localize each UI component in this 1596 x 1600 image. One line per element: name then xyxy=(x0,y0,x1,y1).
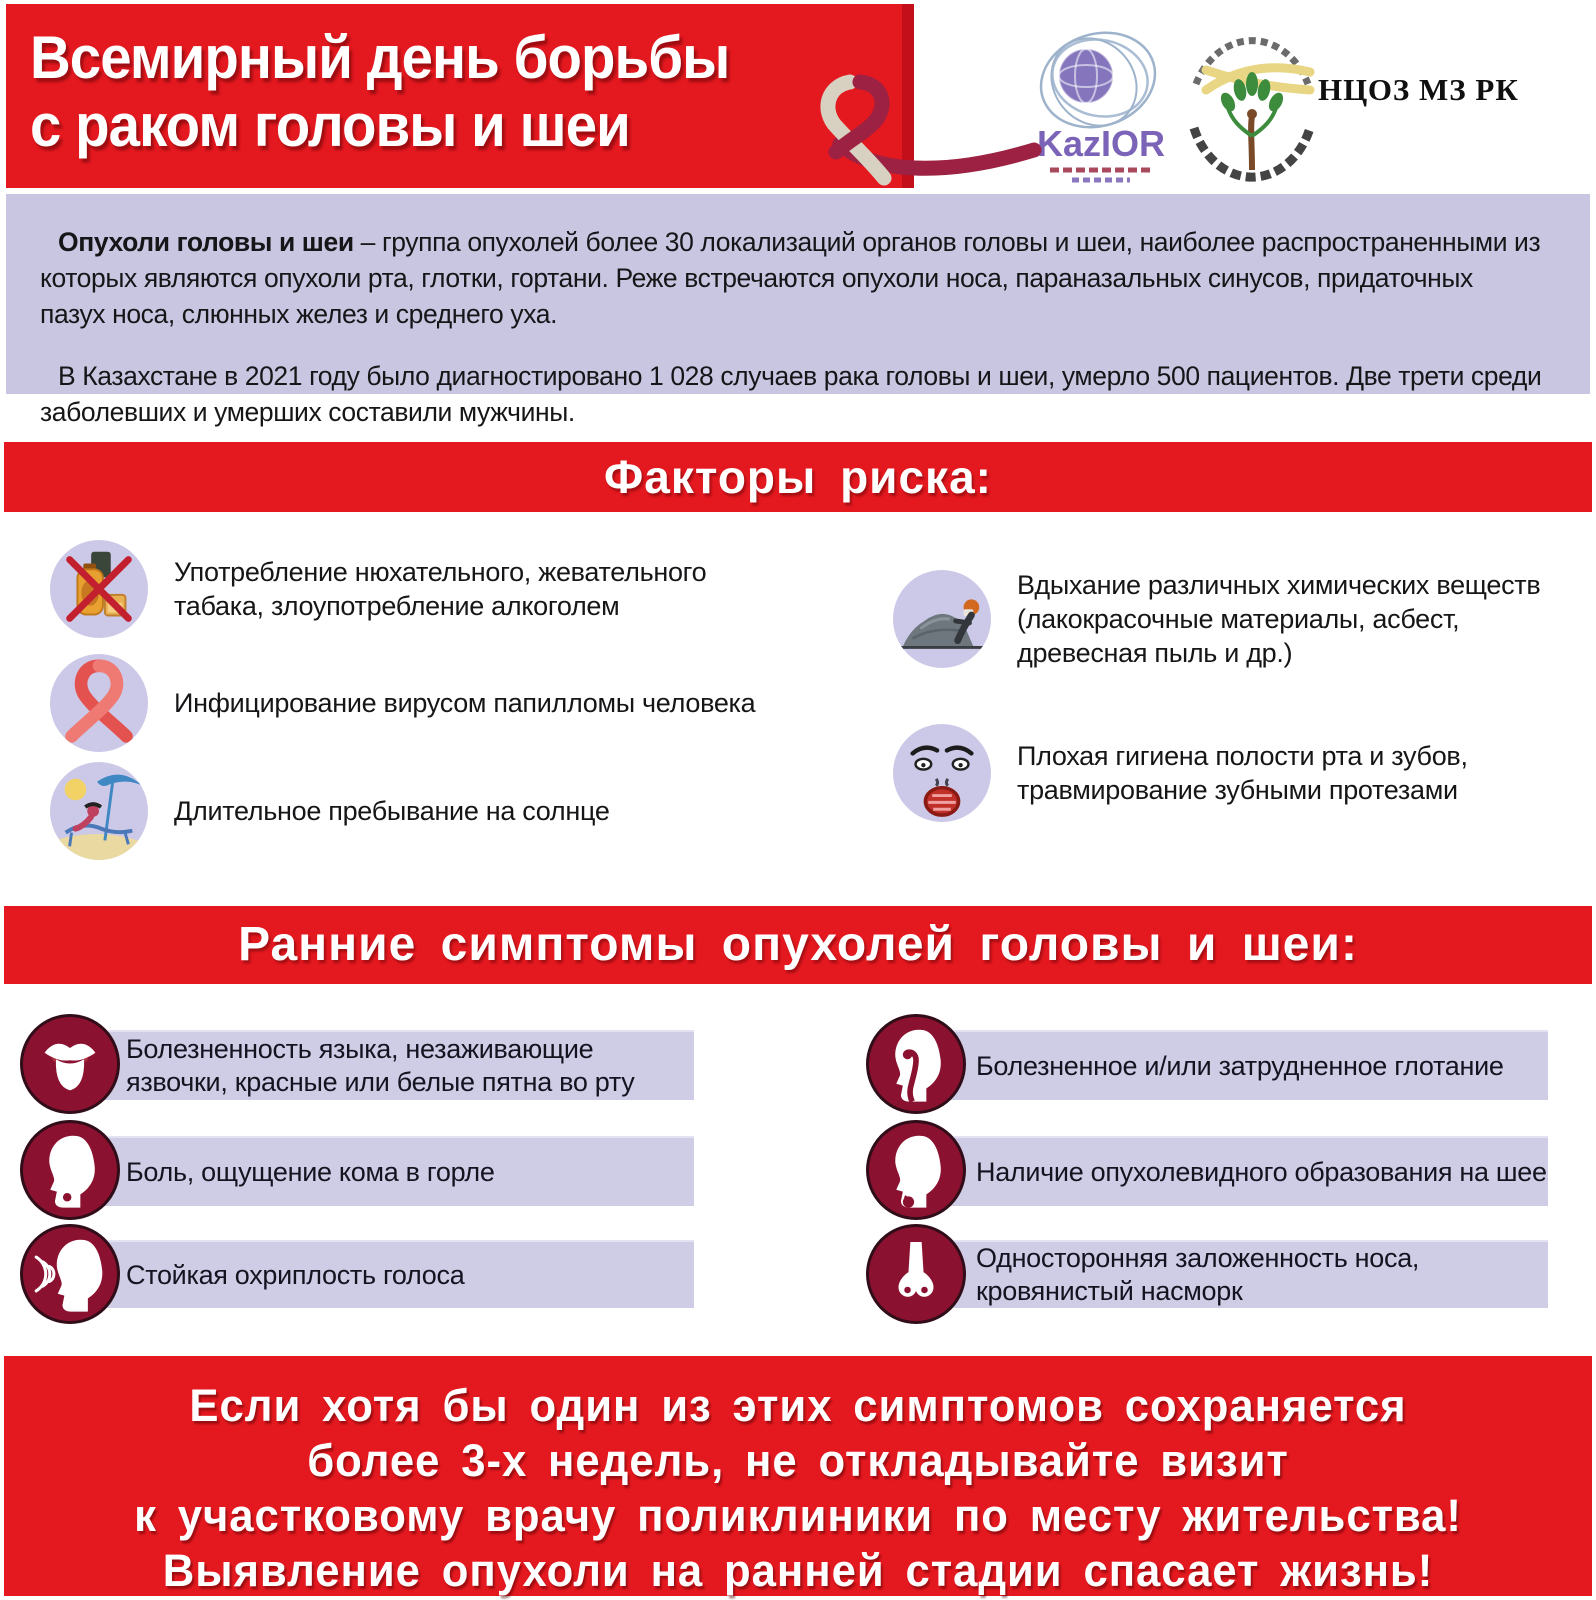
symptom-item xyxy=(916,1136,1548,1206)
risk-factors-band-title: Факторы риска: xyxy=(4,442,1592,512)
symptom-text: Боль, ощущение кома в горле xyxy=(126,1156,495,1187)
org-abbrev-label: НЦОЗ МЗ РК xyxy=(1318,72,1519,107)
symptom-text: Односторонняя заложенность носа, кровянистый насморк xyxy=(976,1243,1420,1306)
risk-factor-item xyxy=(893,568,1543,670)
symptom-item xyxy=(916,1240,1548,1308)
symptom-item xyxy=(66,1136,694,1206)
oral-hygiene-icon xyxy=(893,724,991,822)
symptoms-band-title: Ранние симптомы опухолей головы и шеи: xyxy=(4,906,1592,984)
awareness-ribbon-icon xyxy=(772,74,1054,196)
symptom-text: Болезненность языка, незаживающие язвочки, красные или белые пятна во рту xyxy=(126,1034,635,1097)
footer-line: Если хотя бы один из этих симптомов сохраняется xyxy=(189,1380,1407,1431)
symptom-item xyxy=(66,1030,694,1100)
hoarse-voice-icon xyxy=(20,1224,120,1324)
risk-factor-item xyxy=(50,762,750,860)
symptom-text: Наличие опухолевидного образования на шее xyxy=(976,1156,1547,1187)
risk-factor-text: Инфицирование вирусом папилломы человека xyxy=(174,688,756,718)
intro-paragraph-1 xyxy=(40,224,1544,332)
svg-text:KazIOR: KazIOR xyxy=(1036,123,1166,164)
chemical-dust-icon xyxy=(893,570,991,668)
risk-factor-text: Плохая гигиена полости рта и зубов, травмирование зубными протезами xyxy=(1017,741,1468,805)
throat-lump-icon xyxy=(20,1120,120,1220)
footer-line: Выявление опухоли на ранней стадии спасает жизнь! xyxy=(162,1545,1434,1596)
intro-lead: Опухоли головы и шеи xyxy=(58,227,354,257)
risk-factor-item xyxy=(50,540,790,638)
symptom-item xyxy=(916,1030,1548,1100)
footer-line: к участковому врачу поликлиники по месту жительства! xyxy=(134,1490,1462,1541)
neck-mass-icon xyxy=(866,1120,966,1220)
risk-factor-item xyxy=(50,654,790,752)
hpv-ribbon-icon xyxy=(50,654,148,752)
symptom-text: Стойкая охриплость голоса xyxy=(126,1259,465,1290)
intro-rest: – группа опухолей более 30 локализаций органов головы и шеи, наиболее распространенными из которых являются опухоли рта, глотки, гортани. Реже встречаются опухоли носа, параназальных синусов, придаточных пазух носа, слюнных желез и среднего уха. xyxy=(40,227,1541,329)
nose-congestion-icon xyxy=(866,1224,966,1324)
page-title xyxy=(30,24,729,160)
risk-factor-text: Употребление нюхательного, жевательного табака, злоупотребление алкоголем xyxy=(174,557,707,621)
footer-line: более 3-х недель, не откладывайте визит xyxy=(307,1435,1289,1486)
symptom-item xyxy=(66,1240,694,1308)
risk-factor-text: Длительное пребывание на солнце xyxy=(174,796,610,826)
page-title-line2: с раком головы и шеи xyxy=(30,92,630,159)
tree-logo xyxy=(1182,24,1322,192)
risk-factor-item xyxy=(893,724,1553,822)
no-tobacco-alcohol-icon xyxy=(50,540,148,638)
footer-call-to-action xyxy=(4,1356,1592,1596)
page-title-line1: Всемирный день борьбы xyxy=(30,24,730,91)
mouth-tongue-icon xyxy=(20,1014,120,1114)
sun-exposure-icon xyxy=(50,762,148,860)
risk-factor-text: Вдыхание различных химических веществ (лакокрасочные материалы, асбест, древесная пыль и др.) xyxy=(1017,570,1541,668)
intro-box xyxy=(6,194,1590,427)
symptom-text: Болезненное и/или затрудненное глотание xyxy=(976,1050,1504,1081)
swallowing-icon xyxy=(866,1014,966,1114)
intro-paragraph-2: В Казахстане в 2021 году было диагностировано 1 028 случаев рака головы и шеи, умерло 500 пациентов. Две трети среди заболевших и умерших составили мужчины. xyxy=(40,361,1542,427)
